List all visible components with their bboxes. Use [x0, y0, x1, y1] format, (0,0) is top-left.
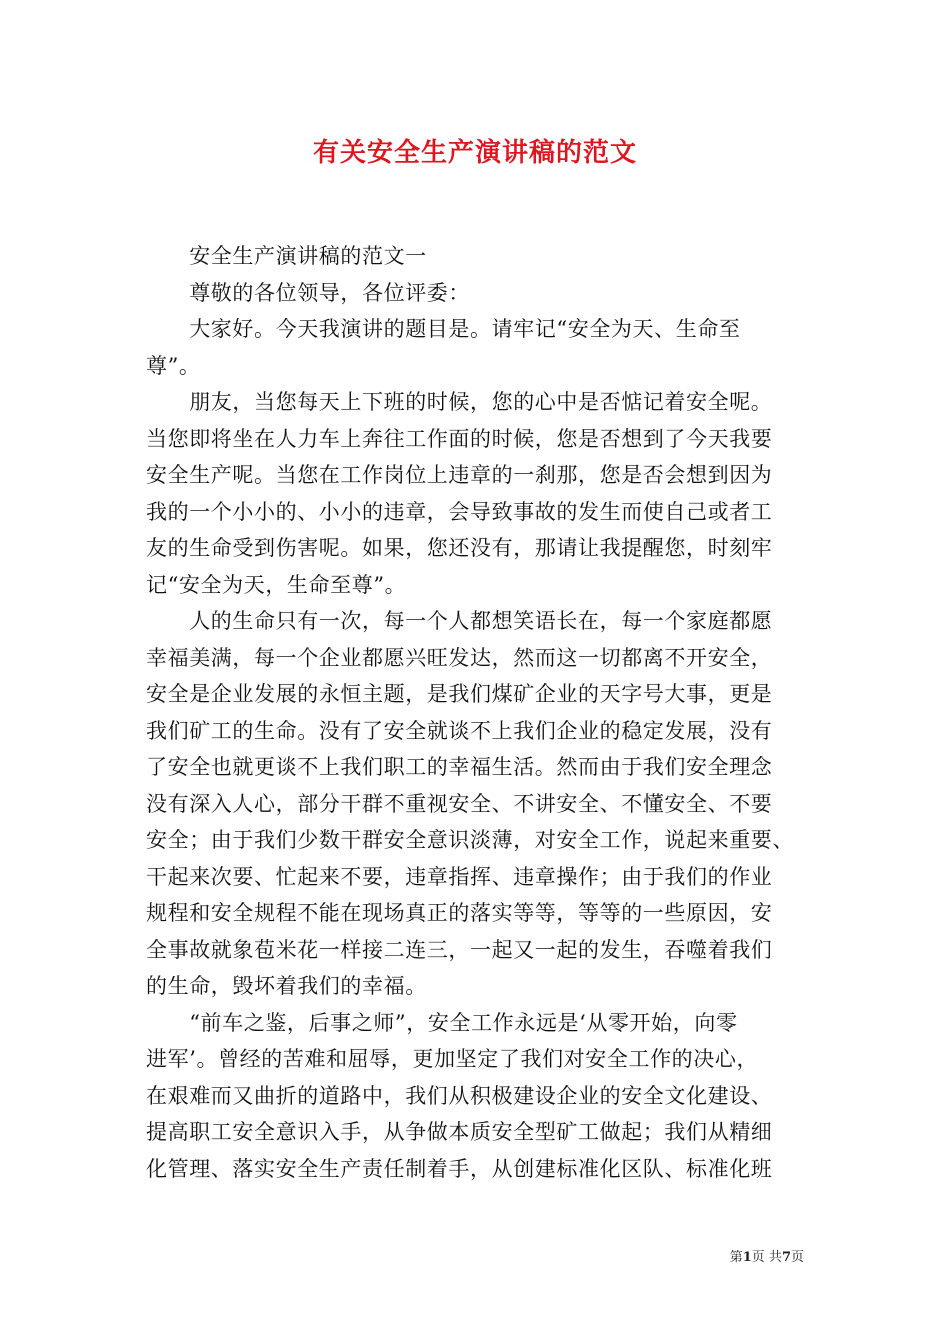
page-footer [730, 1246, 804, 1265]
body-line: 在艰难而又曲折的道路中，我们从积极建设企业的安全文化建设、 [146, 1083, 773, 1108]
current-page-number: 1 [742, 1250, 752, 1265]
body-line: “前车之鉴，后事之师”，安全工作永远是‘从零开始，向零 [146, 1010, 738, 1035]
body-line: 尊”。 [146, 353, 201, 378]
document-body [146, 238, 818, 1187]
body-line: 大家好。今天我演讲的题目是。请牢记“安全为天、生命至 [146, 317, 741, 341]
body-line: 进军’。曾经的苦难和屈辱，更加坚定了我们对安全工作的决心， [146, 1047, 759, 1071]
body-line: 没有深入人心，部分干群不重视安全、不讲安全、不懂安全、不要 [146, 791, 773, 816]
body-line: 安全；由于我们少数干群安全意识淡薄，对安全工作，说起来重要、 [146, 828, 794, 852]
body-line: 干起来次要、忙起来不要，违章指挥、违章操作；由于我们的作业 [146, 864, 773, 889]
body-line: 安全是企业发展的永恒主题，是我们煤矿企业的天字号大事，更是 [146, 682, 773, 706]
body-line: 化管理、落实安全生产责任制着手，从创建标准化区队、标准化班 [146, 1156, 773, 1181]
body-line: 规程和安全规程不能在现场真正的落实等等，等等的一些原因，安 [146, 901, 773, 925]
body-line: 了安全也就更谈不上我们职工的幸福生活。然而由于我们安全理念 [146, 755, 773, 779]
total-page-count: 7 [781, 1250, 791, 1265]
body-line: 全事故就象苞米花一样接二连三，一起又一起的发生，吞噬着我们 [146, 937, 773, 962]
footer-middle: 页 共 [751, 1250, 782, 1265]
footer-suffix: 页 [790, 1250, 804, 1265]
body-line: 幸福美满，每一个企业都愿兴旺发达，然而这一切都离不开安全， [146, 645, 773, 670]
body-line: 朋友，当您每天上下班的时候，您的心中是否惦记着安全呢。 [146, 390, 773, 414]
body-line: 我的一个小小的、小小的违章，会导致事故的发生而使自己或者工 [146, 499, 773, 524]
body-line: 安全生产呢。当您在工作岗位上违章的一刹那，您是否会想到因为 [146, 463, 773, 487]
document-title: 有关安全生产演讲稿的范文 [312, 138, 637, 168]
body-line: 我们矿工的生命。没有了安全就谈不上我们企业的稳定发展，没有 [146, 718, 773, 743]
body-line: 尊敬的各位领导，各位评委： [146, 280, 470, 305]
footer-prefix: 第 [729, 1250, 743, 1265]
body-line: 安全生产演讲稿的范文一 [146, 244, 427, 268]
body-line: 友的生命受到伤害呢。如果，您还没有，那请让我提醒您，时刻牢 [146, 536, 773, 560]
body-line: 提高职工安全意识入手，从争做本质安全型矿工做起；我们从精细 [146, 1120, 773, 1144]
body-line: 当您即将坐在人力车上奔往工作面的时候，您是否想到了今天我要 [146, 426, 773, 451]
body-line: 记“安全为天，生命至尊”。 [146, 572, 407, 597]
body-line: 人的生命只有一次，每一个人都想笑语长在，每一个家庭都愿 [146, 609, 773, 633]
body-line: 的生命，毁坏着我们的幸福。 [146, 974, 427, 998]
